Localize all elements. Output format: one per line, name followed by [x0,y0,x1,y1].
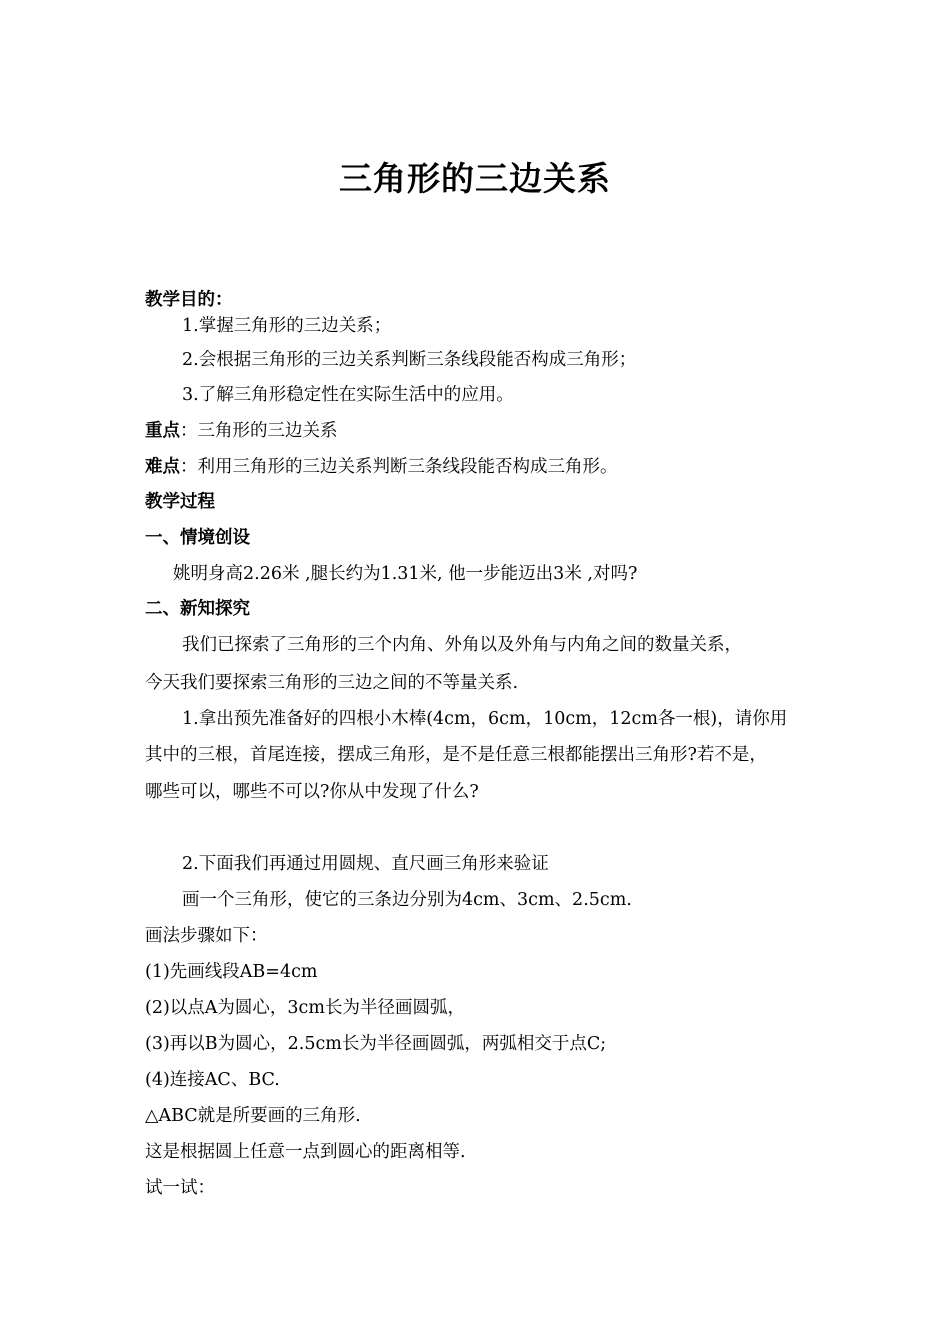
section2-para4: 画一个三角形，使它的三条边分别为4cm、3cm、2.5cm. [182,890,632,910]
process-heading: 教学过程 [145,492,215,512]
objectives-heading: 教学目的： [145,290,233,310]
steps-heading: 画法步骤如下： [145,926,268,946]
section1-text: 姚明身高2.26米 ,腿长约为1.31米, 他一步能迈出3米 ,对吗? [173,564,638,584]
objective-item-3: 3.了解三角形稳定性在实际生活中的应用。 [182,385,514,405]
step-1: (1)先画线段AB=4cm [145,962,318,982]
reason-text: 这是根据圆上任意一点到圆心的距离相等. [145,1142,466,1162]
key-point-line [145,418,338,444]
document-title: 三角形的三边关系 [339,159,611,198]
result-text: △ABC就是所要画的三角形. [145,1106,361,1126]
key-point-text: ：三角形的三边关系 [180,421,338,441]
objective-item-2: 2.会根据三角形的三边关系判断三条线段能否构成三角形； [182,350,637,370]
section2-para2-line2: 其中的三根，首尾连接，摆成三角形，是不是任意三根都能摆出三角形?若不是， [145,745,767,765]
section2-para2-line1: 1.拿出预先准备好的四根小木棒(4cm，6cm，10cm，12cm各一根)，请你用 [182,709,788,729]
key-point-label: 重点 [145,421,180,441]
section2-para2-line3: 哪些可以，哪些不可以?你从中发现了什么? [145,782,479,802]
try-it-label: 试一试： [145,1178,215,1198]
section1-heading: 一、情境创设 [145,528,250,548]
section2-heading: 二、新知探究 [145,599,250,619]
objective-item-1: 1.掌握三角形的三边关系； [182,316,392,336]
section2-para1-line1: 我们已探索了三角形的三个内角、外角以及外角与内角之间的数量关系， [182,635,742,655]
step-4: (4)连接AC、BC. [145,1070,280,1090]
section2-para3: 2.下面我们再通过用圆规、直尺画三角形来验证 [182,854,549,874]
section2-para1-line2: 今天我们要探索三角形的三边之间的不等量关系. [145,673,519,693]
step-3: (3)再以B为圆心，2.5cm长为半径画圆弧，两弧相交于点C; [145,1034,607,1054]
step-2: (2)以点A为圆心，3cm长为半径画圆弧， [145,998,465,1018]
difficulty-label: 难点 [145,457,180,477]
difficulty-text: ：利用三角形的三边关系判断三条线段能否构成三角形。 [180,457,618,477]
difficulty-line [145,454,618,480]
